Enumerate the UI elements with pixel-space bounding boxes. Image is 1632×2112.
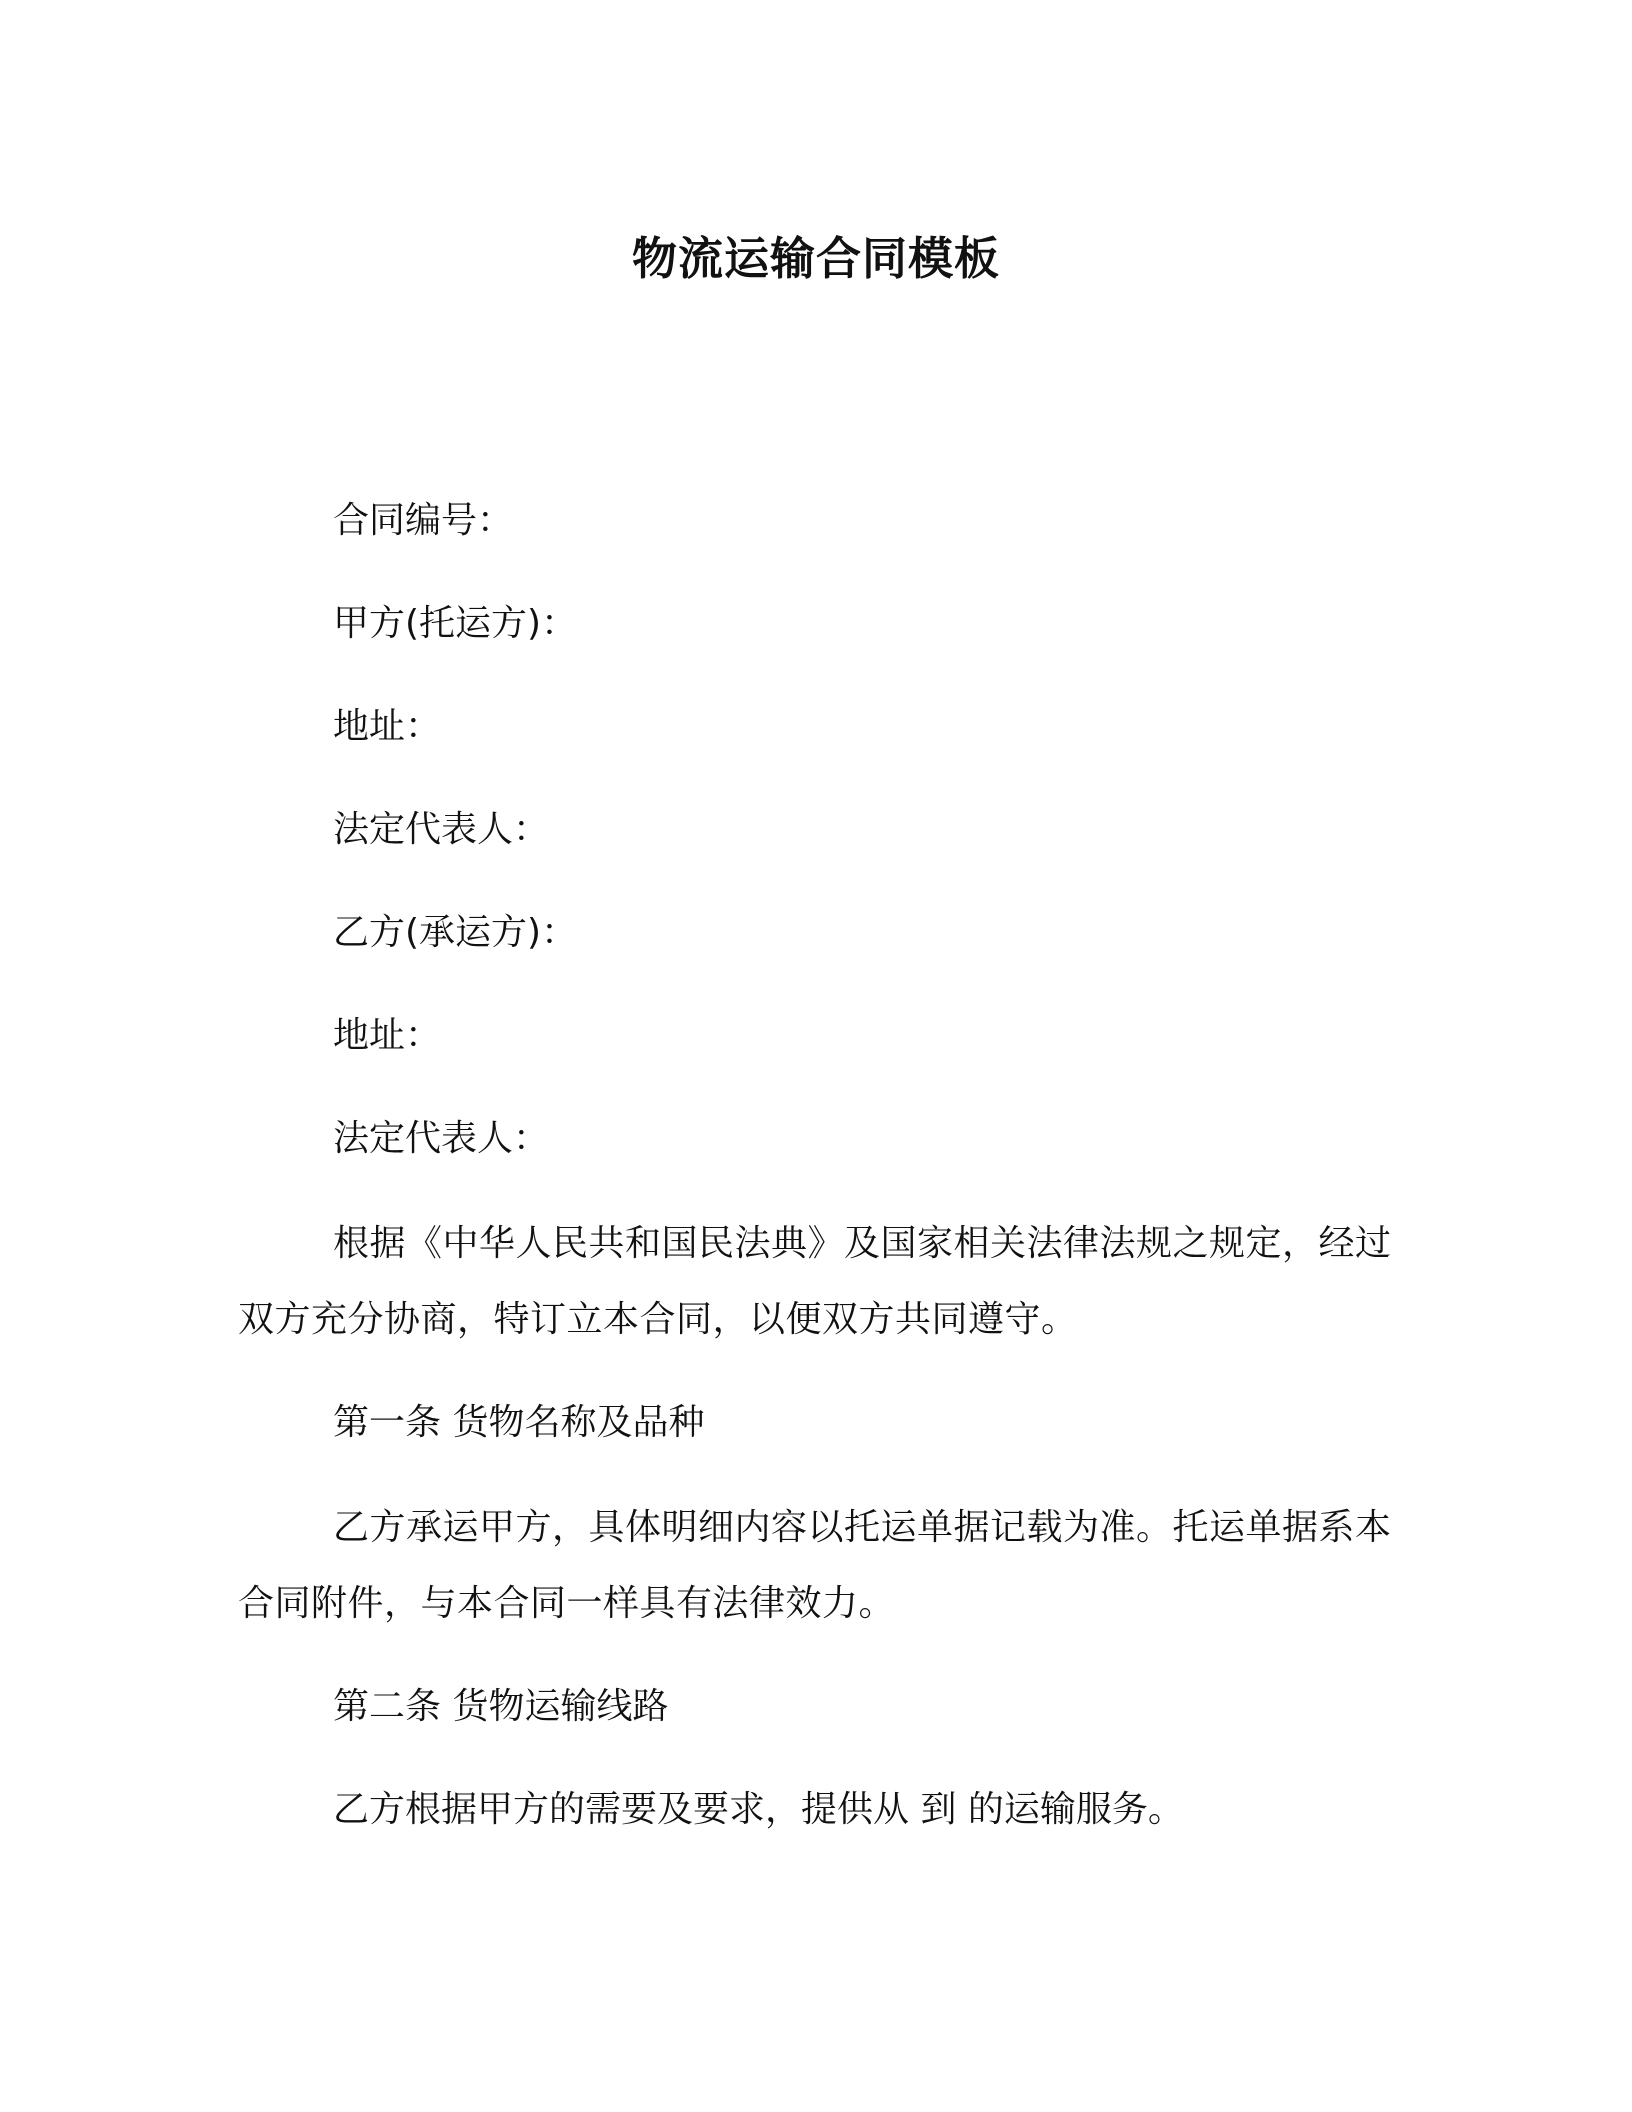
party-a-representative-label: 法定代表人： bbox=[333, 809, 550, 850]
party-a-label: 甲方(托运方)： bbox=[333, 603, 578, 644]
article-1-body: 乙方承运甲方，具体明细内容以托运单据记载为准。托运单据系本合同附件，与本合同一样具有法律效力。 bbox=[238, 1507, 1392, 1624]
party-a-address-label: 地址： bbox=[333, 706, 442, 747]
contract-number-label: 合同编号： bbox=[333, 500, 514, 541]
article-1-heading: 第一条 货物名称及品种 bbox=[333, 1402, 705, 1443]
article-2-body: 乙方根据甲方的需要及要求，提供从 到 的运输服务。 bbox=[333, 1789, 1184, 1830]
party-b-label: 乙方(承运方)： bbox=[333, 912, 578, 953]
party-b-representative-label: 法定代表人： bbox=[333, 1118, 550, 1159]
intro-paragraph: 根据《中华人民共和国民法典》及国家相关法律法规之规定，经过双方充分协商，特订立本合同，以便双方共同遵守。 bbox=[238, 1223, 1392, 1340]
document-title: 物流运输合同模板 bbox=[631, 232, 1000, 285]
article-2-heading: 第二条 货物运输线路 bbox=[333, 1686, 669, 1727]
party-b-address-label: 地址： bbox=[333, 1015, 442, 1056]
